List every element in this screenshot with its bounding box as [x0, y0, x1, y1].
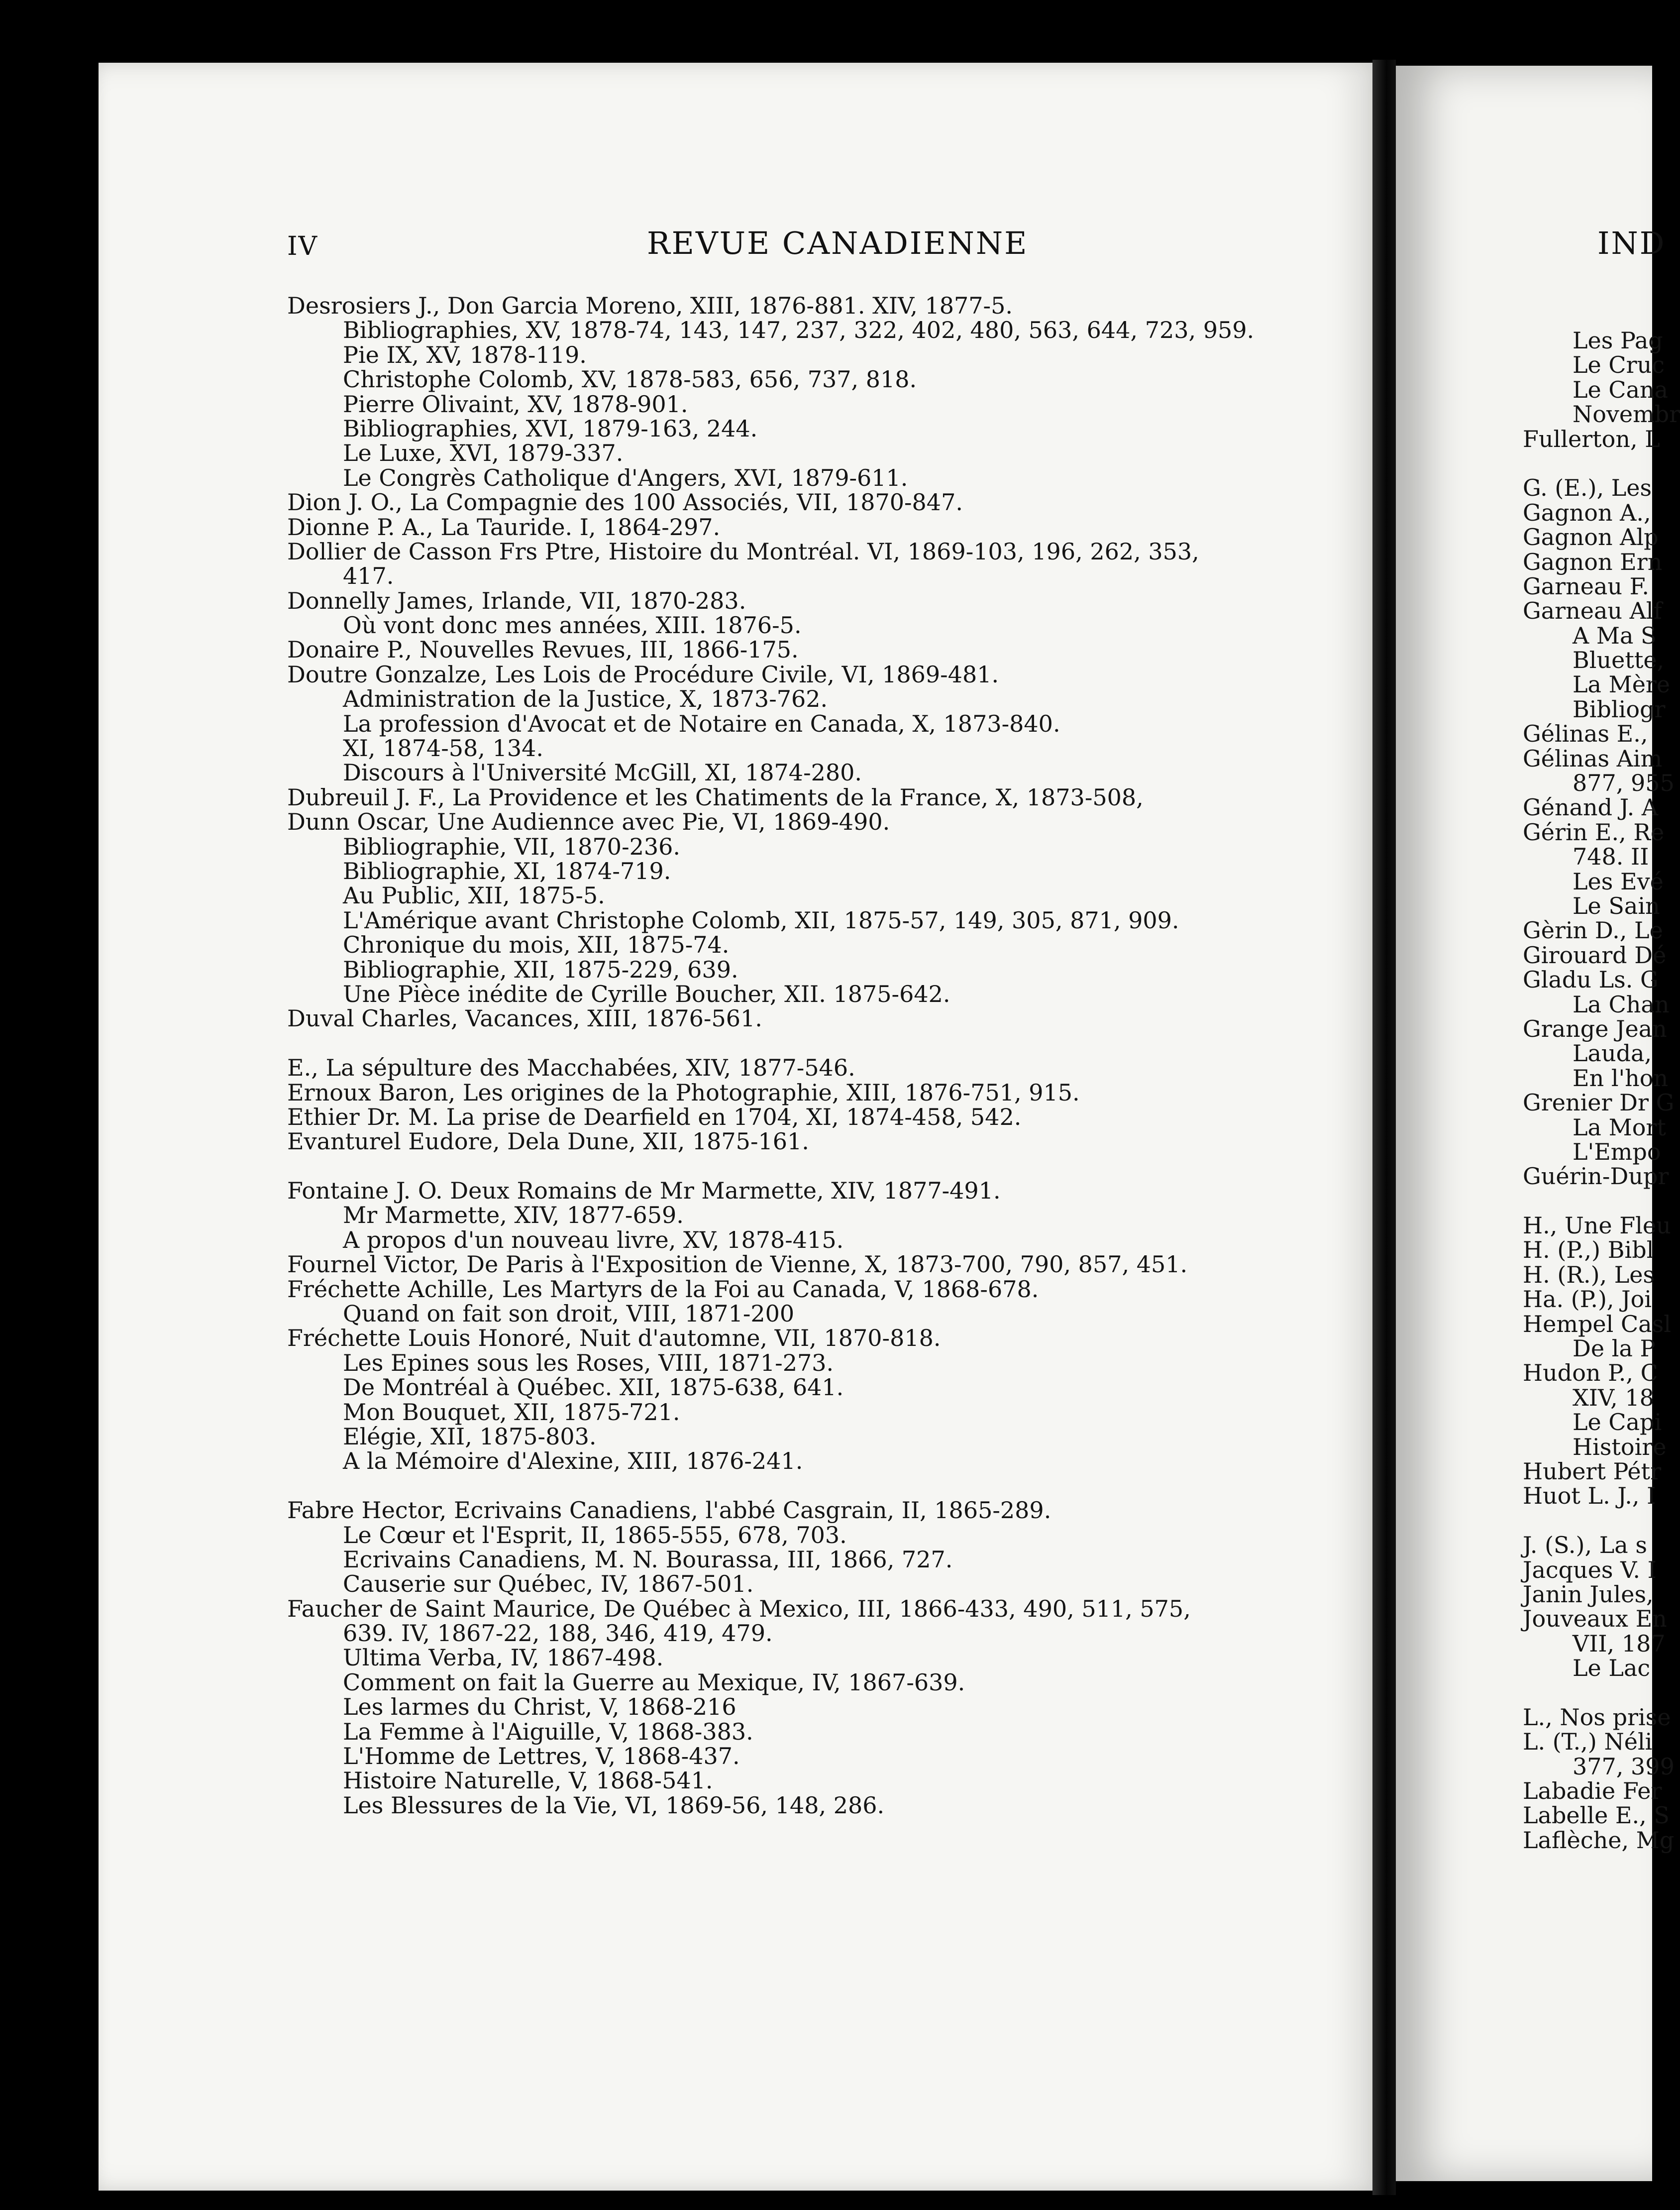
index-subentry: A Ma S: [1573, 622, 1657, 649]
index-subentry: Le Cana: [1573, 376, 1669, 403]
index-entry: H. (P.,) Bibl: [1523, 1236, 1654, 1264]
index-subentry: Bluette,: [1573, 647, 1665, 674]
index-entry: E., La sépulture des Macchabées, XIV, 1877-546.: [287, 1054, 855, 1082]
section-gap: [287, 1154, 1352, 1179]
index-subentry: Le Sain: [1573, 892, 1660, 919]
index-subentry: XI, 1874-58, 134.: [343, 735, 543, 762]
index-entry: Gélinas Aim: [1523, 745, 1663, 772]
index-entry: Fréchette Achille, Les Martyrs de la Foi au Canada, V, 1868-678.: [287, 1275, 1039, 1303]
index-subentry: La profession d'Avocat et de Notaire en Canada, X, 1873-840.: [343, 710, 1060, 737]
index-entry: J. (S.), La s: [1523, 1532, 1647, 1559]
index-subentry: Le Congrès Catholique d'Angers, XVI, 1879-611.: [343, 464, 908, 491]
index-entry: Janin Jules,: [1523, 1580, 1654, 1608]
index-entry: Jacques V. I: [1523, 1556, 1657, 1583]
index-subentry: Discours à l'Université McGill, XI, 1874-280.: [343, 759, 862, 786]
book-gutter: [1372, 60, 1396, 2195]
index-subentry: Où vont donc mes années, XIII. 1876-5.: [343, 612, 802, 639]
index-subentry: Le Capi: [1573, 1409, 1662, 1436]
index-entry: Faucher de Saint Maurice, De Québec à Mexico, III, 1866-433, 490, 511, 575,: [287, 1595, 1191, 1622]
index-entry: Dionne P. A., La Tauride. I, 1864-297.: [287, 513, 721, 541]
index-entry: Ernoux Baron, Les origines de la Photographie, XIII, 1876-751, 915.: [287, 1079, 1080, 1106]
index-subentry: 417.: [343, 562, 394, 590]
index-entry: Gladu Ls. G: [1523, 966, 1659, 994]
index-entry: Duval Charles, Vacances, XIII, 1876-561.: [287, 1005, 762, 1032]
index-subentry: Une Pièce inédite de Cyrille Boucher, XII. 1875-642.: [343, 980, 950, 1007]
index-entry: Desrosiers J., Don Garcia Moreno, XIII, 1876-881. XIV, 1877-5.: [287, 292, 1013, 319]
index-subentry: Lauda,: [1573, 1040, 1652, 1067]
index-entry: H., Une Fleu: [1523, 1212, 1671, 1239]
index-subentry: VII, 187: [1573, 1630, 1666, 1657]
section-gap: [287, 1474, 1352, 1498]
section-gap: [1523, 1509, 1680, 1533]
index-entry: Grenier Dr G: [1523, 1089, 1675, 1116]
index-subentry: Bibliographies, XVI, 1879-163, 244.: [343, 415, 758, 442]
index-subentry: Au Public, XII, 1875-5.: [343, 882, 605, 909]
index-entry: Ethier Dr. M. La prise de Dearfield en 1704, XI, 1874-458, 542.: [287, 1103, 1022, 1130]
index-entry: Gagnon Ern: [1523, 548, 1663, 575]
index-entry: Hubert Pétr: [1523, 1457, 1662, 1485]
index-subentry: Novembr: [1573, 401, 1680, 428]
index-subentry: La Chan: [1573, 991, 1670, 1018]
index-subentry: Ultima Verba, IV, 1867-498.: [343, 1644, 664, 1671]
index-entry: Gèrin D., Le: [1523, 917, 1663, 944]
section-gap: [287, 1031, 1352, 1056]
index-entry: Grange Jean: [1523, 1015, 1667, 1042]
index-entry: Fontaine J. O. Deux Romains de Mr Marmette, XIV, 1877-491.: [287, 1177, 1001, 1205]
index-subentry: La Mère: [1573, 671, 1671, 698]
index-entry: Fournel Victor, De Paris à l'Exposition de Vienne, X, 1873-700, 790, 857, 451.: [287, 1251, 1188, 1278]
index-subentry: 639. IV, 1867-22, 188, 346, 419, 479.: [343, 1620, 773, 1647]
index-entry: Jouveaux En: [1523, 1605, 1667, 1633]
section-gap: [1523, 1680, 1680, 1705]
index-subentry: La Mort: [1573, 1113, 1666, 1141]
index-entry: Génand J. A: [1523, 794, 1659, 821]
index-subentry: Histoire Naturelle, V, 1868-541.: [343, 1767, 713, 1794]
index-entry: Garneau F.: [1523, 572, 1650, 600]
index-subentry: Mr Marmette, XIV, 1877-659.: [343, 1202, 684, 1229]
index-subentry: Administration de la Justice, X, 1873-762.: [343, 685, 828, 713]
index-entry: Labelle E., S: [1523, 1802, 1670, 1829]
index-entry: Dion J. O., La Compagnie des 100 Associés, VII, 1870-847.: [287, 489, 963, 516]
index-entry: Dunn Oscar, Une Audiennce avec Pie, VI, 1869-490.: [287, 808, 890, 836]
index-list: [287, 294, 1352, 1818]
index-subentry: XIV, 18: [1573, 1384, 1654, 1411]
index-subentry: Les larmes du Christ, V, 1868-216: [343, 1693, 736, 1721]
index-entry: Donaire P., Nouvelles Revues, III, 1866-175.: [287, 636, 799, 663]
index-entry: Hudon P., C: [1523, 1359, 1658, 1387]
index-subentry: L'Empo: [1573, 1138, 1661, 1165]
index-entry: Fullerton, L: [1523, 425, 1660, 452]
running-head: REVUE CANADIENNE: [647, 225, 1029, 261]
index-entry: Laflèche, Mg: [1523, 1826, 1675, 1854]
index-subentry: Quand on fait son droit, VIII, 1871-200: [343, 1300, 795, 1327]
index-entry: Fréchette Louis Honoré, Nuit d'automne, VII, 1870-818.: [287, 1325, 941, 1352]
index-subentry: L'Homme de Lettres, V, 1868-437.: [343, 1743, 740, 1770]
index-subentry: De la P: [1573, 1335, 1656, 1362]
right-running-head: IND: [1597, 225, 1666, 261]
index-subentry: Les Pag: [1573, 327, 1663, 354]
index-entry: Ha. (P.), Joi: [1523, 1286, 1652, 1313]
index-entry: Huot L. J., I: [1523, 1482, 1656, 1510]
index-subentry: Chronique du mois, XII, 1875-74.: [343, 931, 730, 959]
index-entry: Dubreuil J. F., La Providence et les Chatiments de la France, X, 1873-508,: [287, 783, 1144, 811]
index-entry: Dollier de Casson Frs Ptre, Histoire du Montréal. VI, 1869-103, 196, 262, 353,: [287, 538, 1199, 565]
index-entry: Gélinas E.,: [1523, 720, 1648, 748]
index-entry: G. (E.), Les: [1523, 474, 1652, 502]
index-entry: Donnelly James, Irlande, VII, 1870-283.: [287, 587, 746, 614]
index-subentry: Pie IX, XV, 1878-119.: [343, 341, 587, 368]
index-subentry: Causerie sur Québec, IV, 1867-501.: [343, 1570, 754, 1598]
index-entry: Hempel Casl: [1523, 1310, 1671, 1337]
index-subentry: Elégie, XII, 1875-803.: [343, 1423, 597, 1450]
index-entry: L. (T.,) Néli: [1523, 1728, 1653, 1756]
index-entry: Fabre Hector, Ecrivains Canadiens, l'abbé Casgrain, II, 1865-289.: [287, 1497, 1051, 1524]
index-entry: H. (R.), Les: [1523, 1261, 1655, 1288]
index-subentry: Le Lac: [1573, 1655, 1651, 1682]
index-subentry: Histoire: [1573, 1433, 1667, 1460]
index-entry: Gérin E., Re: [1523, 818, 1665, 846]
index-subentry: Bibliographie, VII, 1870-236.: [343, 833, 681, 860]
index-entry: Doutre Gonzalze, Les Lois de Procédure Civile, VI, 1869-481.: [287, 661, 999, 688]
index-entry: Guérin-Dupr: [1523, 1163, 1669, 1190]
index-subentry: Comment on fait la Guerre au Mexique, IV, 1867-639.: [343, 1668, 965, 1696]
index-subentry: Christophe Colomb, XV, 1878-583, 656, 737, 818.: [343, 366, 917, 393]
index-subentry: A propos d'un nouveau livre, XV, 1878-415.: [343, 1226, 844, 1253]
index-subentry: De Montréal à Québec. XII, 1875-638, 641.: [343, 1374, 844, 1401]
index-entry: Gagnon Alp: [1523, 524, 1659, 551]
index-subentry: En l'hon: [1573, 1064, 1669, 1092]
section-gap: [1523, 451, 1680, 476]
page-number: IV: [287, 231, 318, 261]
index-subentry: Bibliographie, XI, 1874-719.: [343, 857, 671, 884]
index-subentry: 877, 955: [1573, 770, 1675, 797]
index-subentry: Pierre Olivaint, XV, 1878-901.: [343, 390, 688, 418]
index-subentry: Mon Bouquet, XII, 1875-721.: [343, 1398, 680, 1426]
index-subentry: 377, 399: [1573, 1753, 1675, 1780]
index-subentry: La Femme à l'Aiguille, V, 1868-383.: [343, 1718, 753, 1745]
right-index-list: [1523, 329, 1680, 1853]
index-entry: Girouard Dé: [1523, 941, 1667, 969]
index-subentry: Ecrivains Canadiens, M. N. Bourassa, III, 1866, 727.: [343, 1546, 953, 1573]
index-subentry: Le Cœur et l'Esprit, II, 1865-555, 678, 703.: [343, 1521, 847, 1548]
index-subentry: Bibliographies, XV, 1878-74, 143, 147, 237, 322, 402, 480, 563, 644, 723, 959.: [343, 317, 1255, 344]
index-subentry: A la Mémoire d'Alexine, XIII, 1876-241.: [343, 1447, 803, 1475]
index-subentry: Les Epines sous les Roses, VIII, 1871-273.: [343, 1349, 834, 1376]
index-subentry: L'Amérique avant Christophe Colomb, XII, 1875-57, 149, 305, 871, 909.: [343, 906, 1179, 934]
index-subentry: Les Blessures de la Vie, VI, 1869-56, 148, 286.: [343, 1791, 885, 1819]
index-entry: Labadie Fer: [1523, 1777, 1662, 1805]
index-entry: Garneau Alf: [1523, 597, 1662, 625]
index-subentry: Bibliographie, XII, 1875-229, 639.: [343, 956, 738, 983]
index-entry: L., Nos prise: [1523, 1703, 1671, 1731]
index-subentry: Le Cruc: [1573, 351, 1665, 379]
index-subentry: 748. II: [1573, 843, 1649, 871]
index-entry: Evanturel Eudore, Dela Dune, XII, 1875-161.: [287, 1128, 809, 1155]
index-entry: Gagnon A.,: [1523, 499, 1651, 526]
index-subentry: Bibliogr: [1573, 695, 1666, 723]
section-gap: [1523, 1189, 1680, 1214]
index-subentry: Le Luxe, XVI, 1879-337.: [343, 440, 624, 467]
index-subentry: Les Evé: [1573, 868, 1664, 895]
